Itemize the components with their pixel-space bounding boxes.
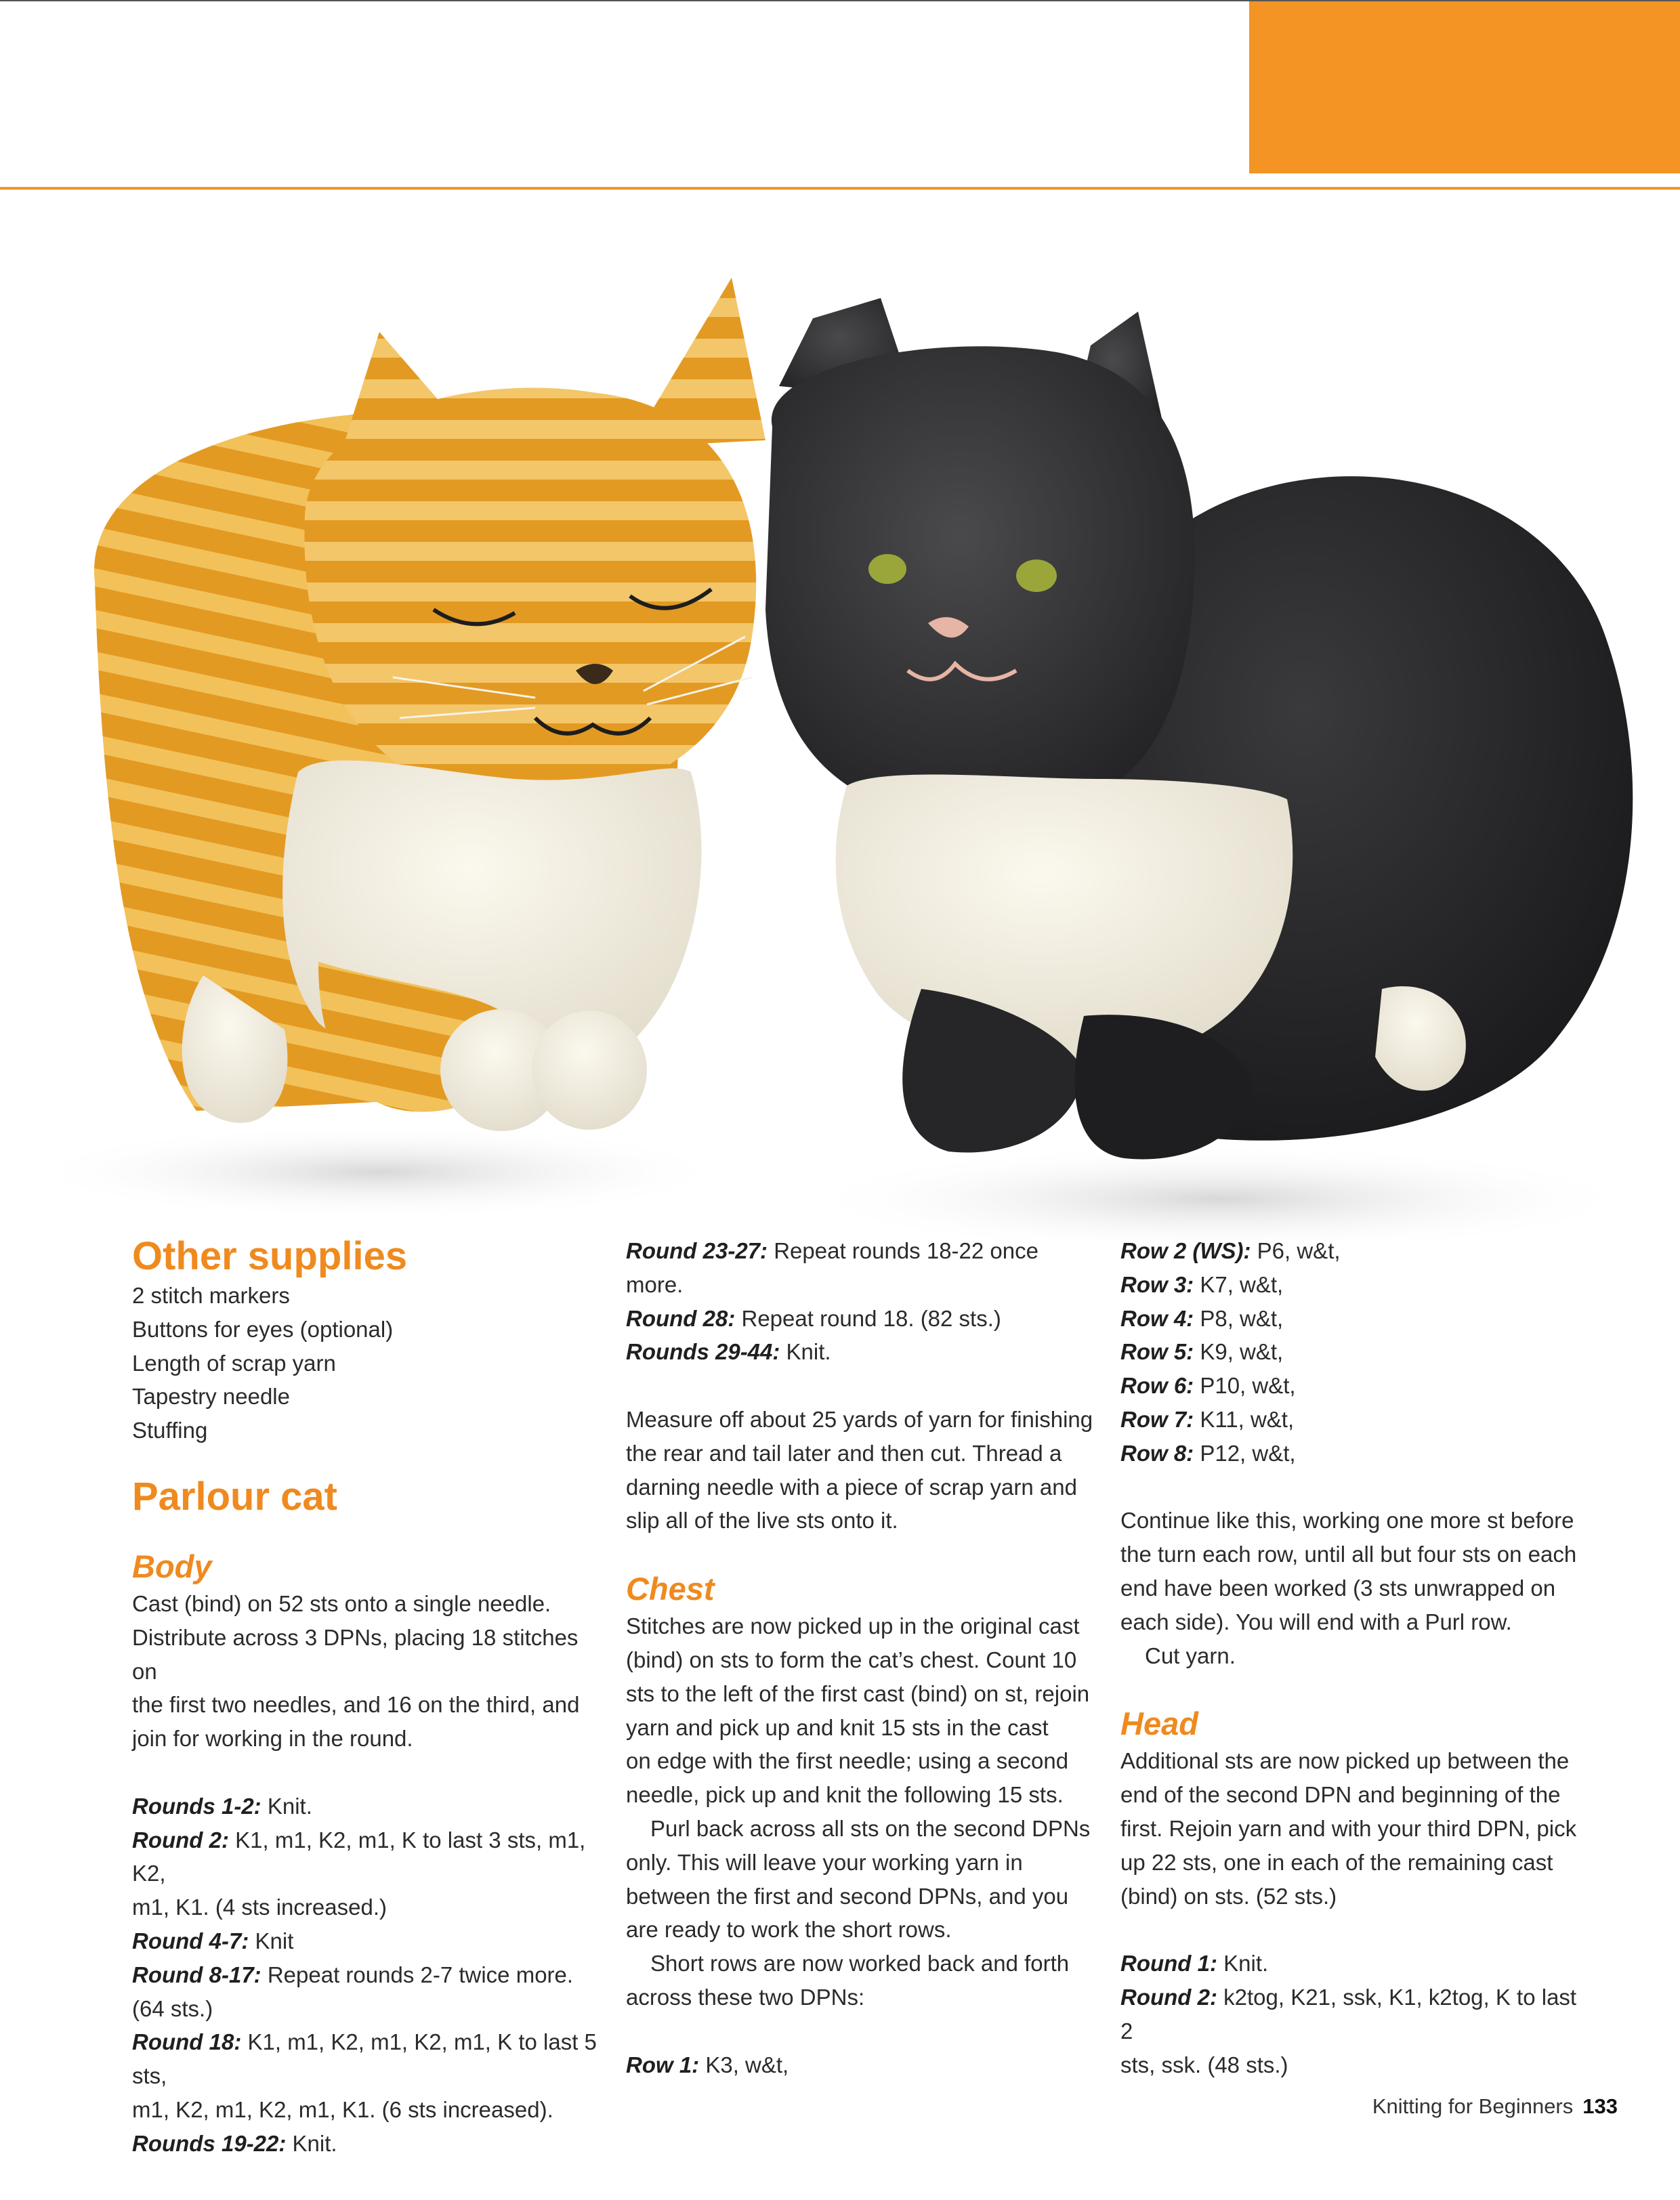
instruction-round: Rounds 1-2: Knit.: [132, 1793, 312, 1819]
header-rule: [0, 187, 1680, 190]
column-1: [132, 1234, 600, 2161]
head-line: first. Rejoin yarn and with your third DPN, pick: [1120, 1815, 1577, 1841]
supplies-heading: Other supplies: [132, 1234, 408, 1278]
chest-line: needle, pick up and knit the following 15 sts.: [626, 1782, 1064, 1808]
instruction-row: Row 3: K7, w&t,: [1120, 1271, 1284, 1297]
instruction-row: Row 1: K3, w&t,: [626, 2052, 789, 2077]
supply-item: Length of scrap yarn: [132, 1350, 336, 1376]
instruction-continuation: m1, K1. (4 sts increased.): [132, 1895, 387, 1920]
instruction-continuation: (64 sts.): [132, 1995, 213, 2021]
supply-item: 2 stitch markers: [132, 1283, 290, 1308]
pattern-title: Parlour cat: [132, 1474, 337, 1519]
instruction-round: Rounds 19-22: Knit.: [132, 2130, 337, 2156]
chest-heading: Chest: [626, 1571, 715, 1607]
continue-line: Continue like this, working one more st before: [1120, 1508, 1574, 1533]
continue-line: the turn each row, until all but four sts on each: [1120, 1542, 1577, 1567]
head-line: up 22 sts, one in each of the remaining cast: [1120, 1849, 1553, 1875]
measure-line: slip all of the live sts onto it.: [626, 1508, 898, 1533]
chest-line: between the first and second DPNs, and you: [626, 1883, 1069, 1909]
chest-line: Stitches are now picked up in the original cast: [626, 1613, 1080, 1639]
instruction-round: Round 2: K1, m1, K2, m1, K to last 3 sts, m1, K2,: [132, 1827, 586, 1886]
instruction-continuation: sts, ssk. (48 sts.): [1120, 2052, 1288, 2077]
instruction-round: Round 23-27: Repeat rounds 18-22 once more.: [626, 1238, 1038, 1297]
instruction-round: Round 1: Knit.: [1120, 1951, 1269, 1976]
supply-item: Tapestry needle: [132, 1384, 290, 1410]
instruction-row: Row 7: K11, w&t,: [1120, 1406, 1295, 1432]
instruction-round: Round 28: Repeat round 18. (82 sts.): [626, 1305, 1001, 1331]
body-intro-line: Cast (bind) on 52 sts onto a single needle.: [132, 1590, 551, 1616]
instruction-row: Row 6: P10, w&t,: [1120, 1373, 1296, 1399]
instruction-row: Row 8: P12, w&t,: [1120, 1440, 1296, 1466]
page-number: 133: [1582, 2094, 1618, 2118]
chest-line: Purl back across all sts on the second DPNs: [650, 1815, 1091, 1841]
column-2: [626, 1234, 1093, 2081]
column-3: [1120, 1234, 1588, 2081]
instruction-row: Row 2 (WS): P6, w&t,: [1120, 1238, 1341, 1263]
chest-line: across these two DPNs:: [626, 1984, 865, 2010]
body-intro-line: Distribute across 3 DPNs, placing 18 stitches on: [132, 1624, 579, 1684]
chest-line: Short rows are now worked back and forth: [650, 1951, 1070, 1976]
body-intro-line: the first two needles, and 16 on the third, and: [132, 1692, 580, 1718]
supply-item: Stuffing: [132, 1418, 208, 1443]
continue-line: end have been worked (3 sts unwrapped on: [1120, 1575, 1556, 1601]
chest-line: are ready to work the short rows.: [626, 1917, 952, 1943]
chest-line: (bind) on sts to form the cat’s chest. Count 10: [626, 1647, 1077, 1672]
instruction-round: Rounds 29-44: Knit.: [626, 1339, 831, 1365]
black-cat: [765, 298, 1633, 1160]
ginger-cat: [94, 278, 765, 1131]
measure-line: darning needle with a piece of scrap yarn and: [626, 1474, 1077, 1500]
measure-line: Measure off about 25 yards of yarn for finishing: [626, 1406, 1093, 1432]
ginger-cat-shadow: [27, 1124, 732, 1219]
instruction-round: Round 8-17: Repeat rounds 2-7 twice more.: [132, 1962, 574, 1987]
instruction-round: Round 18: K1, m1, K2, m1, K2, m1, K to last 5 sts,: [132, 2029, 597, 2089]
black-cat-shadow: [799, 1145, 1639, 1240]
orange-header-tab: [1249, 1, 1680, 173]
head-line: (bind) on sts. (52 sts.): [1120, 1883, 1337, 1909]
instruction-round: Round 4-7: Knit: [132, 1928, 294, 1953]
page-footer: [1372, 2094, 1618, 2119]
head-line: end of the second DPN and beginning of the: [1120, 1782, 1561, 1808]
chest-line: only. This will leave your working yarn in: [626, 1849, 1023, 1875]
measure-line: the rear and tail later and then cut. Thread a: [626, 1440, 1062, 1466]
instruction-continuation: m1, K2, m1, K2, m1, K1. (6 sts increased).: [132, 2096, 553, 2122]
head-heading: Head: [1120, 1706, 1198, 1742]
instruction-row: Row 5: K9, w&t,: [1120, 1339, 1284, 1365]
instruction-row: Row 4: P8, w&t,: [1120, 1305, 1284, 1331]
knitted-cats-photo: [0, 257, 1680, 1240]
body-intro-line: join for working in the round.: [132, 1726, 413, 1752]
book-title: Knitting for Beginners: [1372, 2094, 1574, 2118]
continue-line: each side). You will end with a Purl row.: [1120, 1609, 1512, 1634]
chest-line: on edge with the first needle; using a second: [626, 1748, 1069, 1774]
body-heading: Body: [132, 1548, 212, 1584]
instruction-round: Round 2: k2tog, K21, ssk, K1, k2tog, K to last 2: [1120, 1984, 1577, 2044]
cut-yarn-line: Cut yarn.: [1145, 1643, 1236, 1668]
chest-line: yarn and pick up and knit 15 sts in the cast: [626, 1714, 1049, 1740]
chest-line: sts to the left of the first cast (bind) on st, rejoin: [626, 1680, 1090, 1706]
supply-item: Buttons for eyes (optional): [132, 1316, 394, 1342]
head-line: Additional sts are now picked up between the: [1120, 1748, 1570, 1774]
